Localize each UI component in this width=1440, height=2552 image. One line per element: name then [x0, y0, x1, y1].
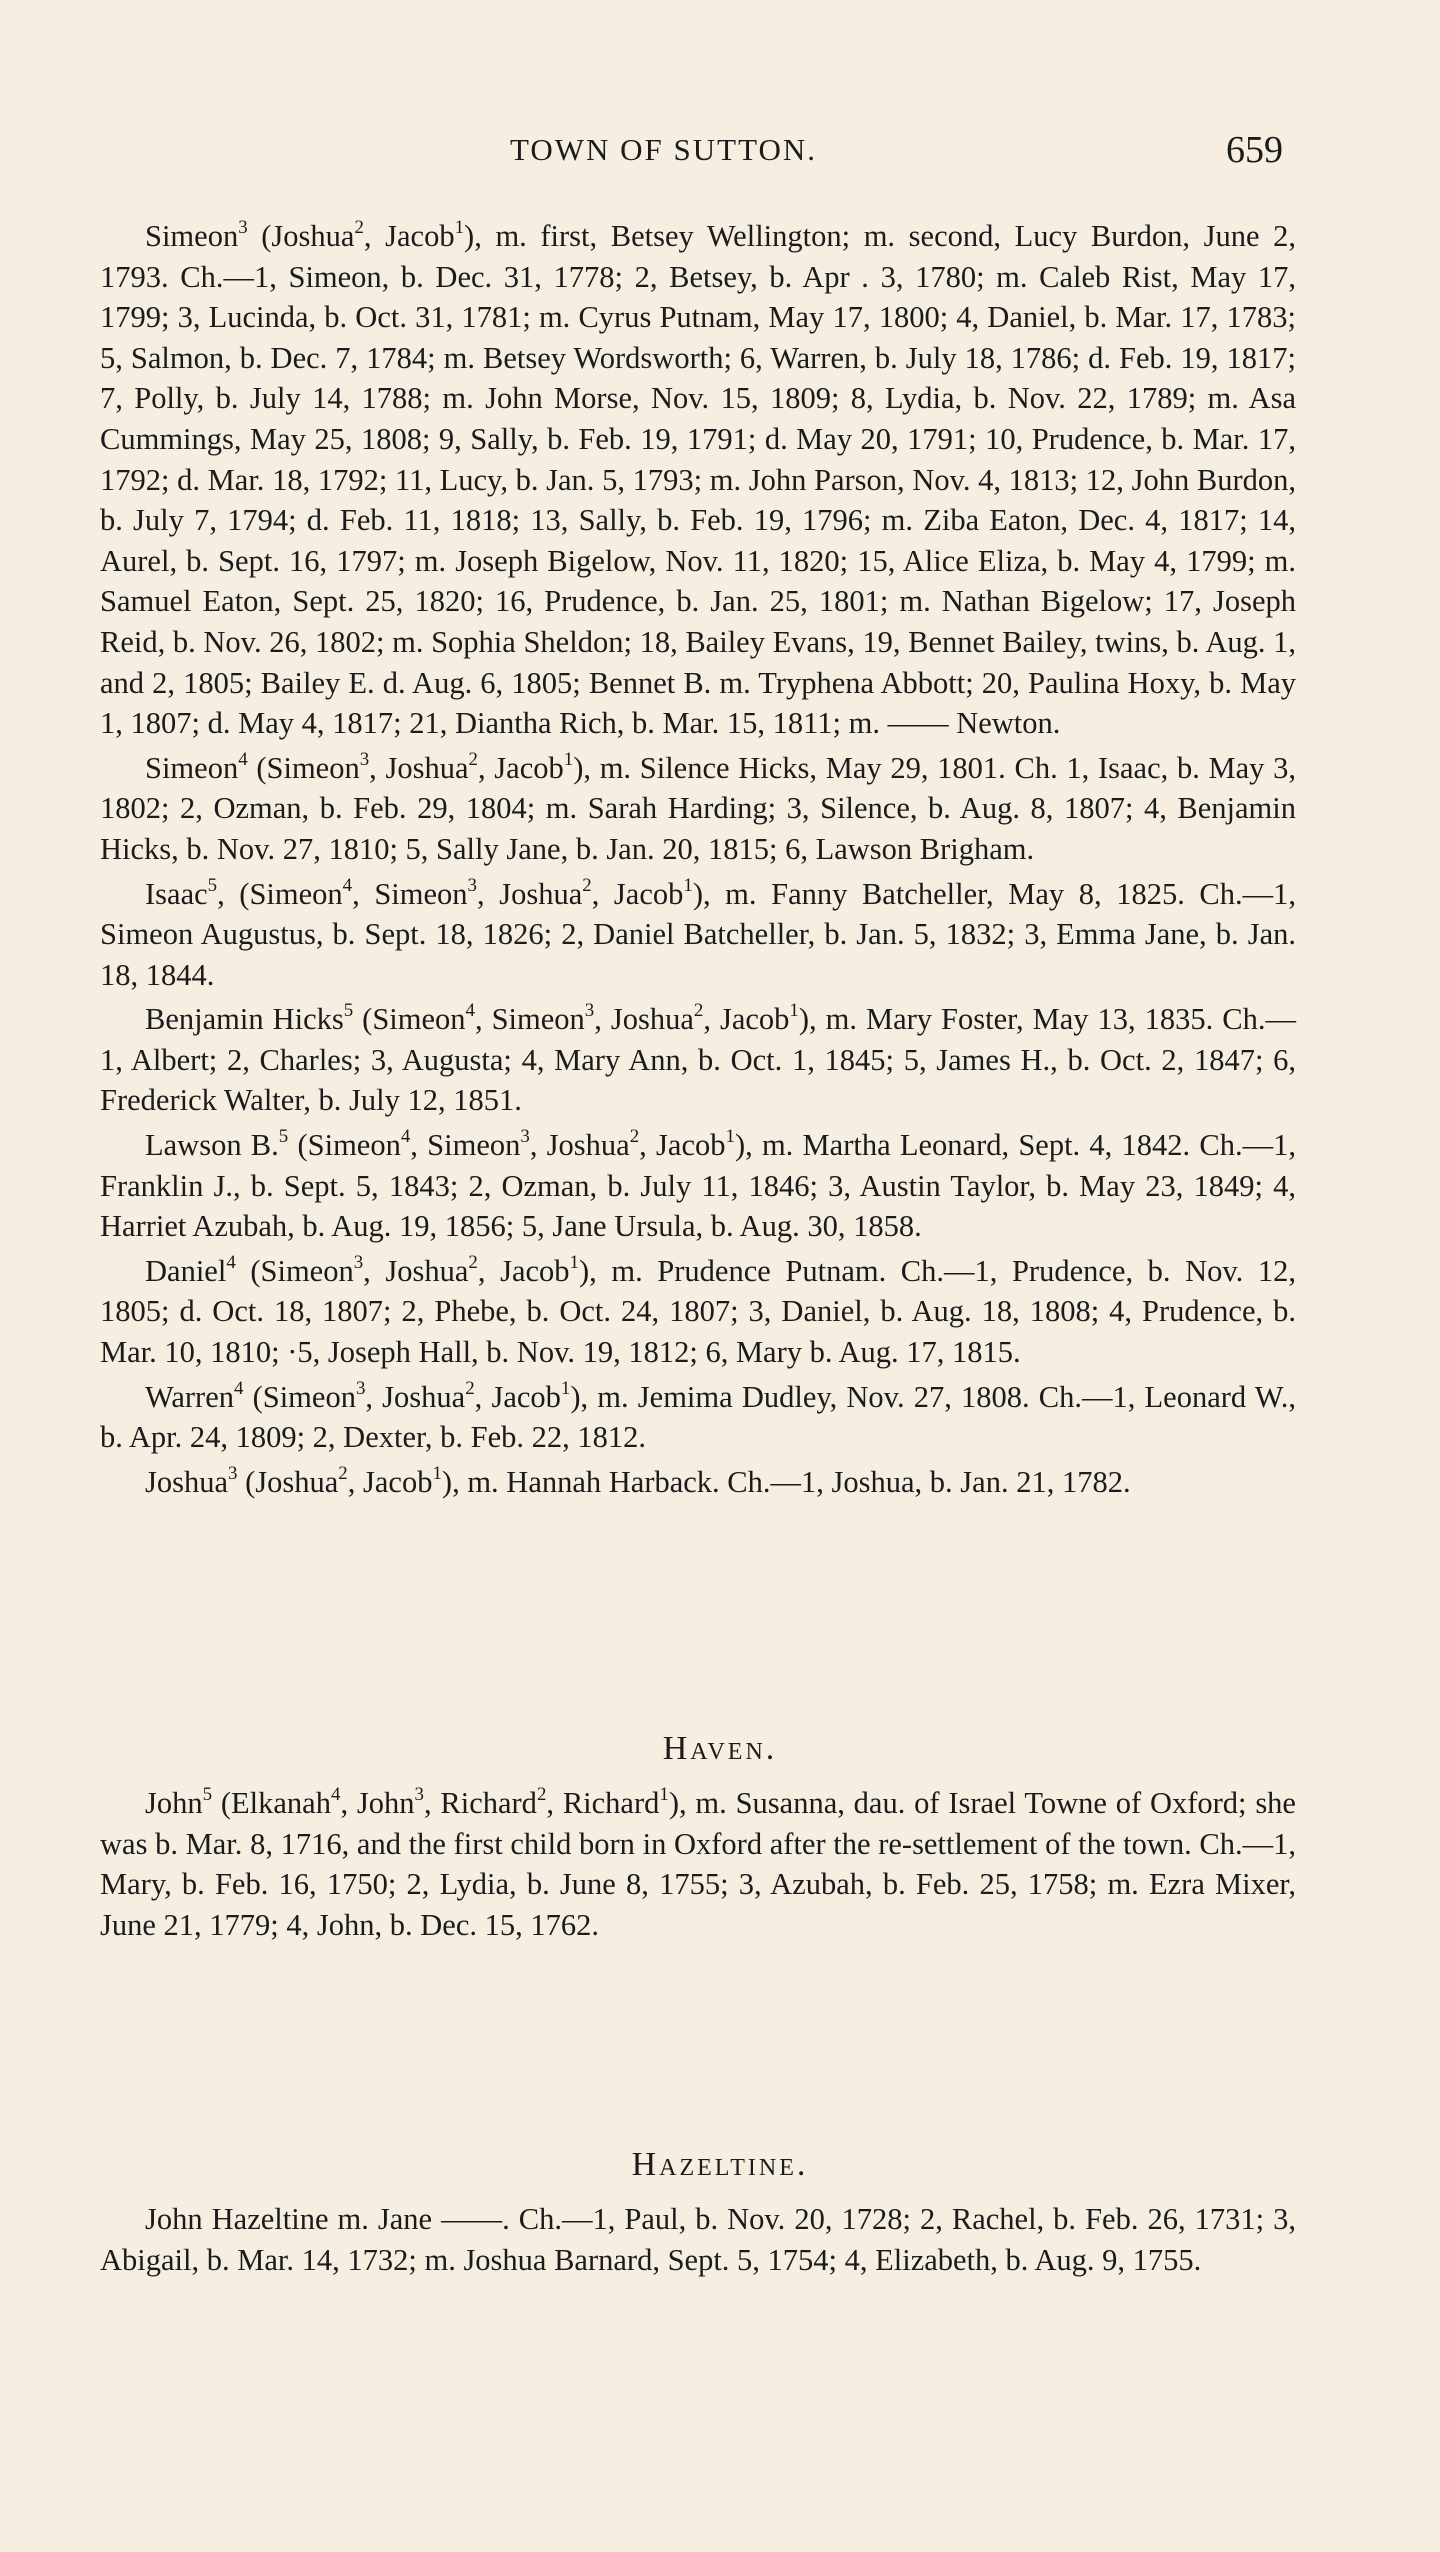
entry-benjamin-hicks-5: Benjamin Hicks$^5$ (Simeon$^4$, Simeon$^3$, Joshua$^2$, Jacob$^1$), m. Mary Foster, May 13, 1835. Ch.—1, Albert; 2, Charles; 3, Augusta; 4, Mary Ann, b. Oct. 1, 1845; 5, James H., b. Oct. 2, 1847; 6, Frederick Walter, b. July 12, 1851.: [100, 1000, 1296, 1118]
entry-lawson-b-5: Lawson B.$^5$ (Simeon$^4$, Simeon$^3$, Joshua$^2$, Jacob$^1$), m. Martha Leonard, Sept. 4, 1842. Ch.—1, Franklin J., b. Sept. 5, 1843; 2, Ozman, b. July 11, 1846; 3, Austin Taylor, b. May 23, 1849; 4, Harriet Azubah, b. Aug. 19, 1856; 5, Jane Ursula, b. Aug. 30, 1858.: [100, 1125, 1296, 1244]
running-title: TOWN OF SUTTON.: [510, 132, 818, 167]
section-heading-hazeltine: Hazeltine.: [631, 2146, 809, 2183]
entry-john-5: John$^5$ (Elkanah$^4$, John$^3$, Richard$^2$, Richard$^1$), m. Susanna, dau. of Israel Towne of Oxford; she was b. Mar. 8, 1716, and the first child born in Oxford after the re-settlement of the town. Ch.—1, Mary, b. Feb. 16, 1750; 2, Lydia, b. June 8, 1755; 3, Azubah, b. Feb. 25, 1758; m. Ezra Mixer, June 21, 1779; 4, John, b. Dec. 15, 1762.: [100, 1783, 1296, 1942]
entry-john-hazeltine: John Hazeltine m. Jane ——. Ch.—1, Paul, b. Nov. 20, 1728; 2, Rachel, b. Feb. 26, 1731; 3, Abigail, b. Mar. 14, 1732; m. Joshua Barnard, Sept. 5, 1754; 4, Elizabeth, b. Aug. 9, 1755.: [100, 2202, 1296, 2277]
entry-daniel-4: Daniel$^4$ (Simeon$^3$, Joshua$^2$, Jacob$^1$), m. Prudence Putnam. Ch.—1, Prudence, b. Nov. 12, 1805; d. Oct. 18, 1807; 2, Phebe, b. Oct. 24, 1807; 3, Daniel, b. Aug. 18, 1808; 4, Prudence, b. Mar. 10, 1810; ·5, Joseph Hall, b. Nov. 19, 1812; 6, Mary b. Aug. 17, 1815.: [100, 1251, 1297, 1370]
entry-isaac-5: Isaac$^5$, (Simeon$^4$, Simeon$^3$, Joshua$^2$, Jacob$^1$), m. Fanny Batcheller, May 8, 1825. Ch.—1, Simeon Augustus, b. Sept. 18, 1826; 2, Daniel Batcheller, b. Jan. 5, 1832; 3, Emma Jane, b. Jan. 18, 1844.: [100, 874, 1297, 992]
page-number: 659: [1226, 129, 1283, 171]
haven-entries: [100, 1783, 1296, 1945]
entry-joshua-3: Joshua$^3$ (Joshua$^2$, Jacob$^1$), m. Hannah Harback. Ch.—1, Joshua, b. Jan. 21, 1782.: [145, 1462, 1131, 1499]
hazeltine-entries: [100, 2199, 1296, 2280]
section-heading-haven: Haven.: [662, 1730, 778, 1767]
entry-simeon-4: Simeon$^4$ (Simeon$^3$, Joshua$^2$, Jacob$^1$), m. Silence Hicks, May 29, 1801. Ch. 1, Isaac, b. May 3, 1802; 2, Ozman, b. Feb. 29, 1804; m. Sarah Harding; 3, Silence, b. Aug. 8, 1807; 4, Benjamin Hicks, b. Nov. 27, 1810; 5, Sally Jane, b. Jan. 20, 1815; 6, Lawson Brigham.: [100, 748, 1296, 866]
entry-simeon-3: Simeon$^3$ (Joshua$^2$, Jacob$^1$), m. first, Betsey Wellington; m. second, Lucy Burdon, June 2, 1793. Ch.—1, Simeon, b. Dec. 31, 1778; 2, Betsey, b. Apr . 3, 1780; m. Caleb Rist, May 17, 1799; 3, Lucinda, b. Oct. 31, 1781; m. Cyrus Putnam, May 17, 1800; 4, Daniel, b. Mar. 17, 1783; 5, Salmon, b. Dec. 7, 1784; m. Betsey Wordsworth; 6, Warren, b. July 18, 1786; d. Feb. 19, 1817; 7, Polly, b. July 14, 1788; m. John Morse, Nov. 15, 1809; 8, Lydia, b. Nov. 22, 1789; m. Asa Cummings, May 25, 1808; 9, Sally, b. Feb. 19, 1791; d. May 20, 1791; 10, Prudence, b. Mar. 17, 1792; d. Mar. 18, 1792; 11, Lucy, b. Jan. 5, 1793; m. John Parson, Nov. 4, 1813; 12, John Burdon, b. July 7, 1794; d. Feb. 11, 1818; 13, Sally, b. Feb. 19, 1796; m. Ziba Eaton, Dec. 4, 1817; 14, Aurel, b. Sept. 16, 1797; m. Joseph Bigelow, Nov. 11, 1820; 15, Alice Eliza, b. May 4, 1799; m. Samuel Eaton, Sept. 25, 1820; 16, Prudence, b. Jan. 25, 1801; m. Nathan Bigelow; 17, Joseph Reid, b. Nov. 26, 1802; m. Sophia Sheldon; 18, Bailey Evans, 19, Bennet Bailey, twins, b. Aug. 1, and 2, 1805; Bailey E. d. Aug. 6, 1805; Bennet B. m. Tryphena Abbott; 20, Paulina Hoxy, b. May 1, 1807; d. May 4, 1817; 21, Diantha Rich, b. Mar. 15, 1811; m. —— Newton.: [100, 216, 1296, 741]
sutton-genealogy-entries: [100, 216, 1296, 1502]
entry-warren-4: Warren$^4$ (Simeon$^3$, Joshua$^2$, Jacob$^1$), m. Jemima Dudley, Nov. 27, 1808. Ch.—1, Leonard W., b. Apr. 24, 1809; 2, Dexter, b. Feb. 22, 1812.: [100, 1377, 1296, 1455]
